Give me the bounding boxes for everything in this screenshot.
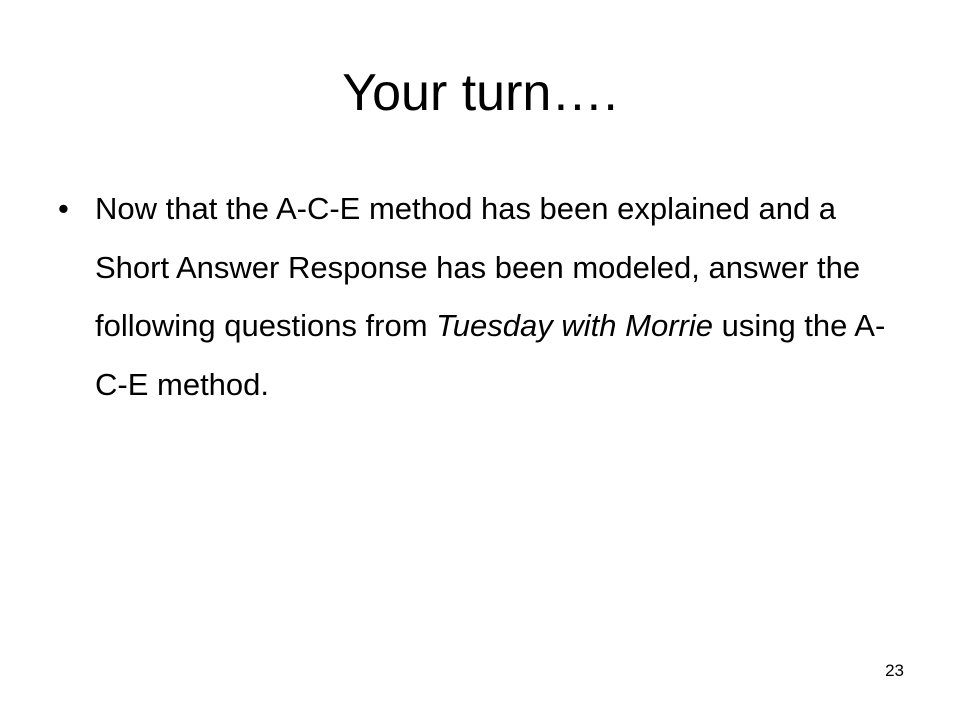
bullet-text-part1: Now that the A-C-E method has been explained and a Short Answer Response has been modeled, answer the following questions from <box>95 191 861 343</box>
slide-number: 23 <box>885 661 904 680</box>
book-title: Tuesday with Morrie <box>436 308 713 343</box>
slide-title: Your turn…. <box>342 64 618 122</box>
bullet-dot-icon: • <box>58 191 69 226</box>
bullet-item <box>58 180 898 414</box>
bullet-list <box>58 180 898 414</box>
bullet-text-part2: using the A-C-E method. <box>95 308 886 402</box>
